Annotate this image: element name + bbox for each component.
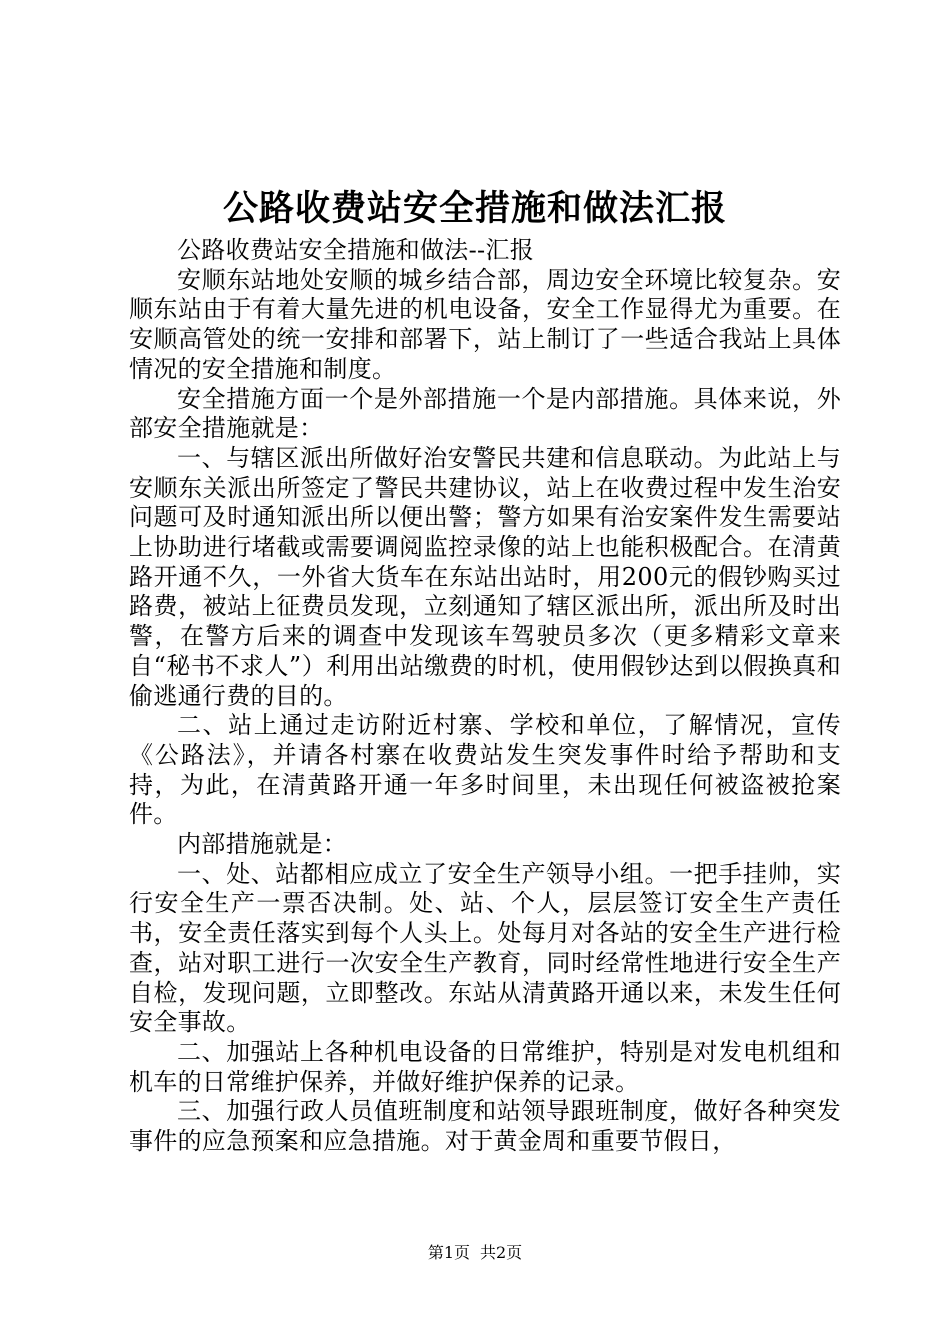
paragraph: 二、加强站上各种机电设备的日常维护，特别是对发电机组和机车的日常维护保养，并做好维护保养的记录。 xyxy=(129,1037,841,1096)
paragraph: 三、加强行政人员值班制度和站领导跟班制度，做好各种突发事件的应急预案和应急措施。对于黄金周和重要节假日， xyxy=(129,1097,841,1156)
page-total: 共2页 xyxy=(480,1243,523,1262)
paragraph: 二、站上通过走访附近村寨、学校和单位，了解情况，宣传《公路法》，并请各村寨在收费站发生突发事件时给予帮助和支持，为此，在清黄路开通一年多时间里，未出现任何被盗被抢案件。 xyxy=(129,711,841,829)
paragraph: 安顺东站地处安顺的城乡结合部，周边安全环境比较复杂。安顺东站由于有着大量先进的机电设备，安全工作显得尤为重要。在安顺高管处的统一安排和部署下，站上制订了一些适合我站上具体情况的安全措施和制度。 xyxy=(129,265,841,383)
document-title: 公路收费站安全措施和做法汇报 xyxy=(222,188,727,229)
paragraph: 安全措施方面一个是外部措施一个是内部措施。具体来说，外部安全措施就是： xyxy=(129,384,841,443)
page-number: 第1页 xyxy=(427,1243,470,1262)
paragraph: 内部措施就是： xyxy=(177,830,348,859)
page-footer xyxy=(0,1240,950,1263)
paragraph: 公路收费站安全措施和做法--汇报 xyxy=(177,236,535,264)
document-body xyxy=(129,236,841,1157)
paragraph: 一、与辖区派出所做好治安警民共建和信息联动。为此站上与安顺东关派出所签定了警民共建协议，站上在收费过程中发生治安问题可及时通知派出所以便出警；警方如果有治安案件发生需要站上协助进行堵截或需要调阅监控录像的站上也能积极配合。在清黄路开通不久，一外省大货车在东站出站时，用200元的假钞购买过路费，被站上征费员发现，立刻通知了辖区派出所，派出所及时出警，在警方后来的调查中发现该车驾驶员多次（更多精彩文章来自“秘书不求人”）利用出站缴费的时机，使用假钞达到以假换真和偷逃通行费的目的。 xyxy=(129,443,841,710)
paragraph: 一、处、站都相应成立了安全生产领导小组。一把手挂帅，实行安全生产一票否决制。处、站、个人，层层签订安全生产责任书，安全责任落实到每个人头上。处每月对各站的安全生产进行检查，站对职工进行一次安全生产教育，同时经常性地进行安全生产自检，发现问题，立即整改。东站从清黄路开通以来，未发生任何安全事故。 xyxy=(129,859,841,1037)
